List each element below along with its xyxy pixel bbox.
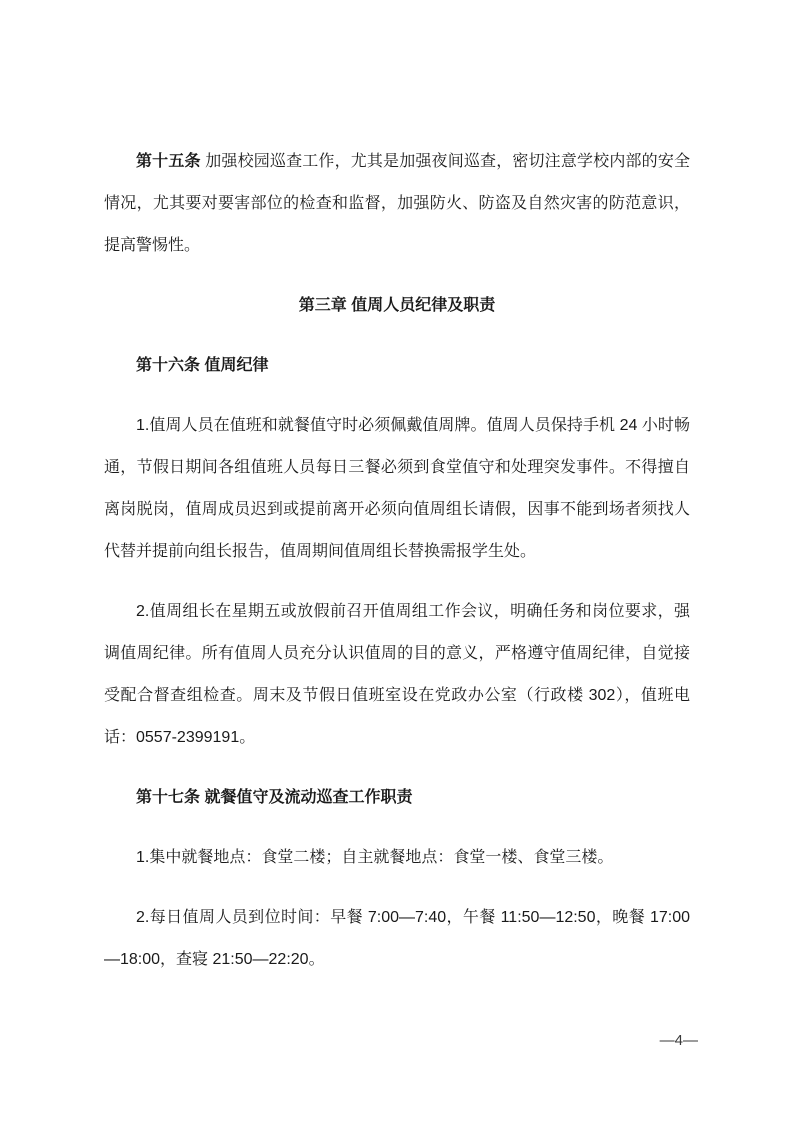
article-17-item-2: 2.每日值周人员到位时间：早餐 7:00—7:40，午餐 11:50—12:50，晚餐 17:00—18:00，查寝 21:50—22:20。 (104, 909, 690, 968)
article-16-item-2: 2.值周组长在星期五或放假前召开值周组工作会议，明确任务和岗位要求，强调值周纪律。所有值周人员充分认识值周的目的意义，严格遵守值周纪律，自觉接受配合督查组检查。周末及节假日值班室设在党政办公室（行政楼 302），值班电话：0557-2399191。 (104, 603, 690, 746)
article-15-text: 加强校园巡查工作，尤其是加强夜间巡查，密切注意学校内部的安全情况，尤其要对要害部位的检查和监督，加强防火、防盗及自然灾害的防范意识，提高警惕性。 (104, 153, 690, 254)
article-16-item-1: 1.值周人员在值班和就餐值守时必须佩戴值周牌。值周人员保持手机 24 小时畅通，节假日期间各组值班人员每日三餐必须到食堂值守和处理突发事件。不得擅自离岗脱岗，值周成员迟到或提前离开必须向值周组长请假，因事不能到场者须找人代替并提前向组长报告，值周期间值周组长替换需报学生处。 (104, 417, 690, 560)
article-16-heading: 第十六条 值周纪律 (136, 357, 269, 374)
article-15-label: 第十五条 (136, 153, 201, 170)
article-15-paragraph (104, 141, 690, 267)
article-17-item-1: 1.集中就餐地点：食堂二楼；自主就餐地点：食堂一楼、食堂三楼。 (136, 849, 614, 866)
chapter-3-heading: 第三章 值周人员纪律及职责 (298, 297, 496, 314)
article-17-heading: 第十七条 就餐值守及流动巡查工作职责 (136, 789, 413, 806)
document-content (104, 141, 690, 999)
page-number: —4— (659, 1032, 698, 1049)
